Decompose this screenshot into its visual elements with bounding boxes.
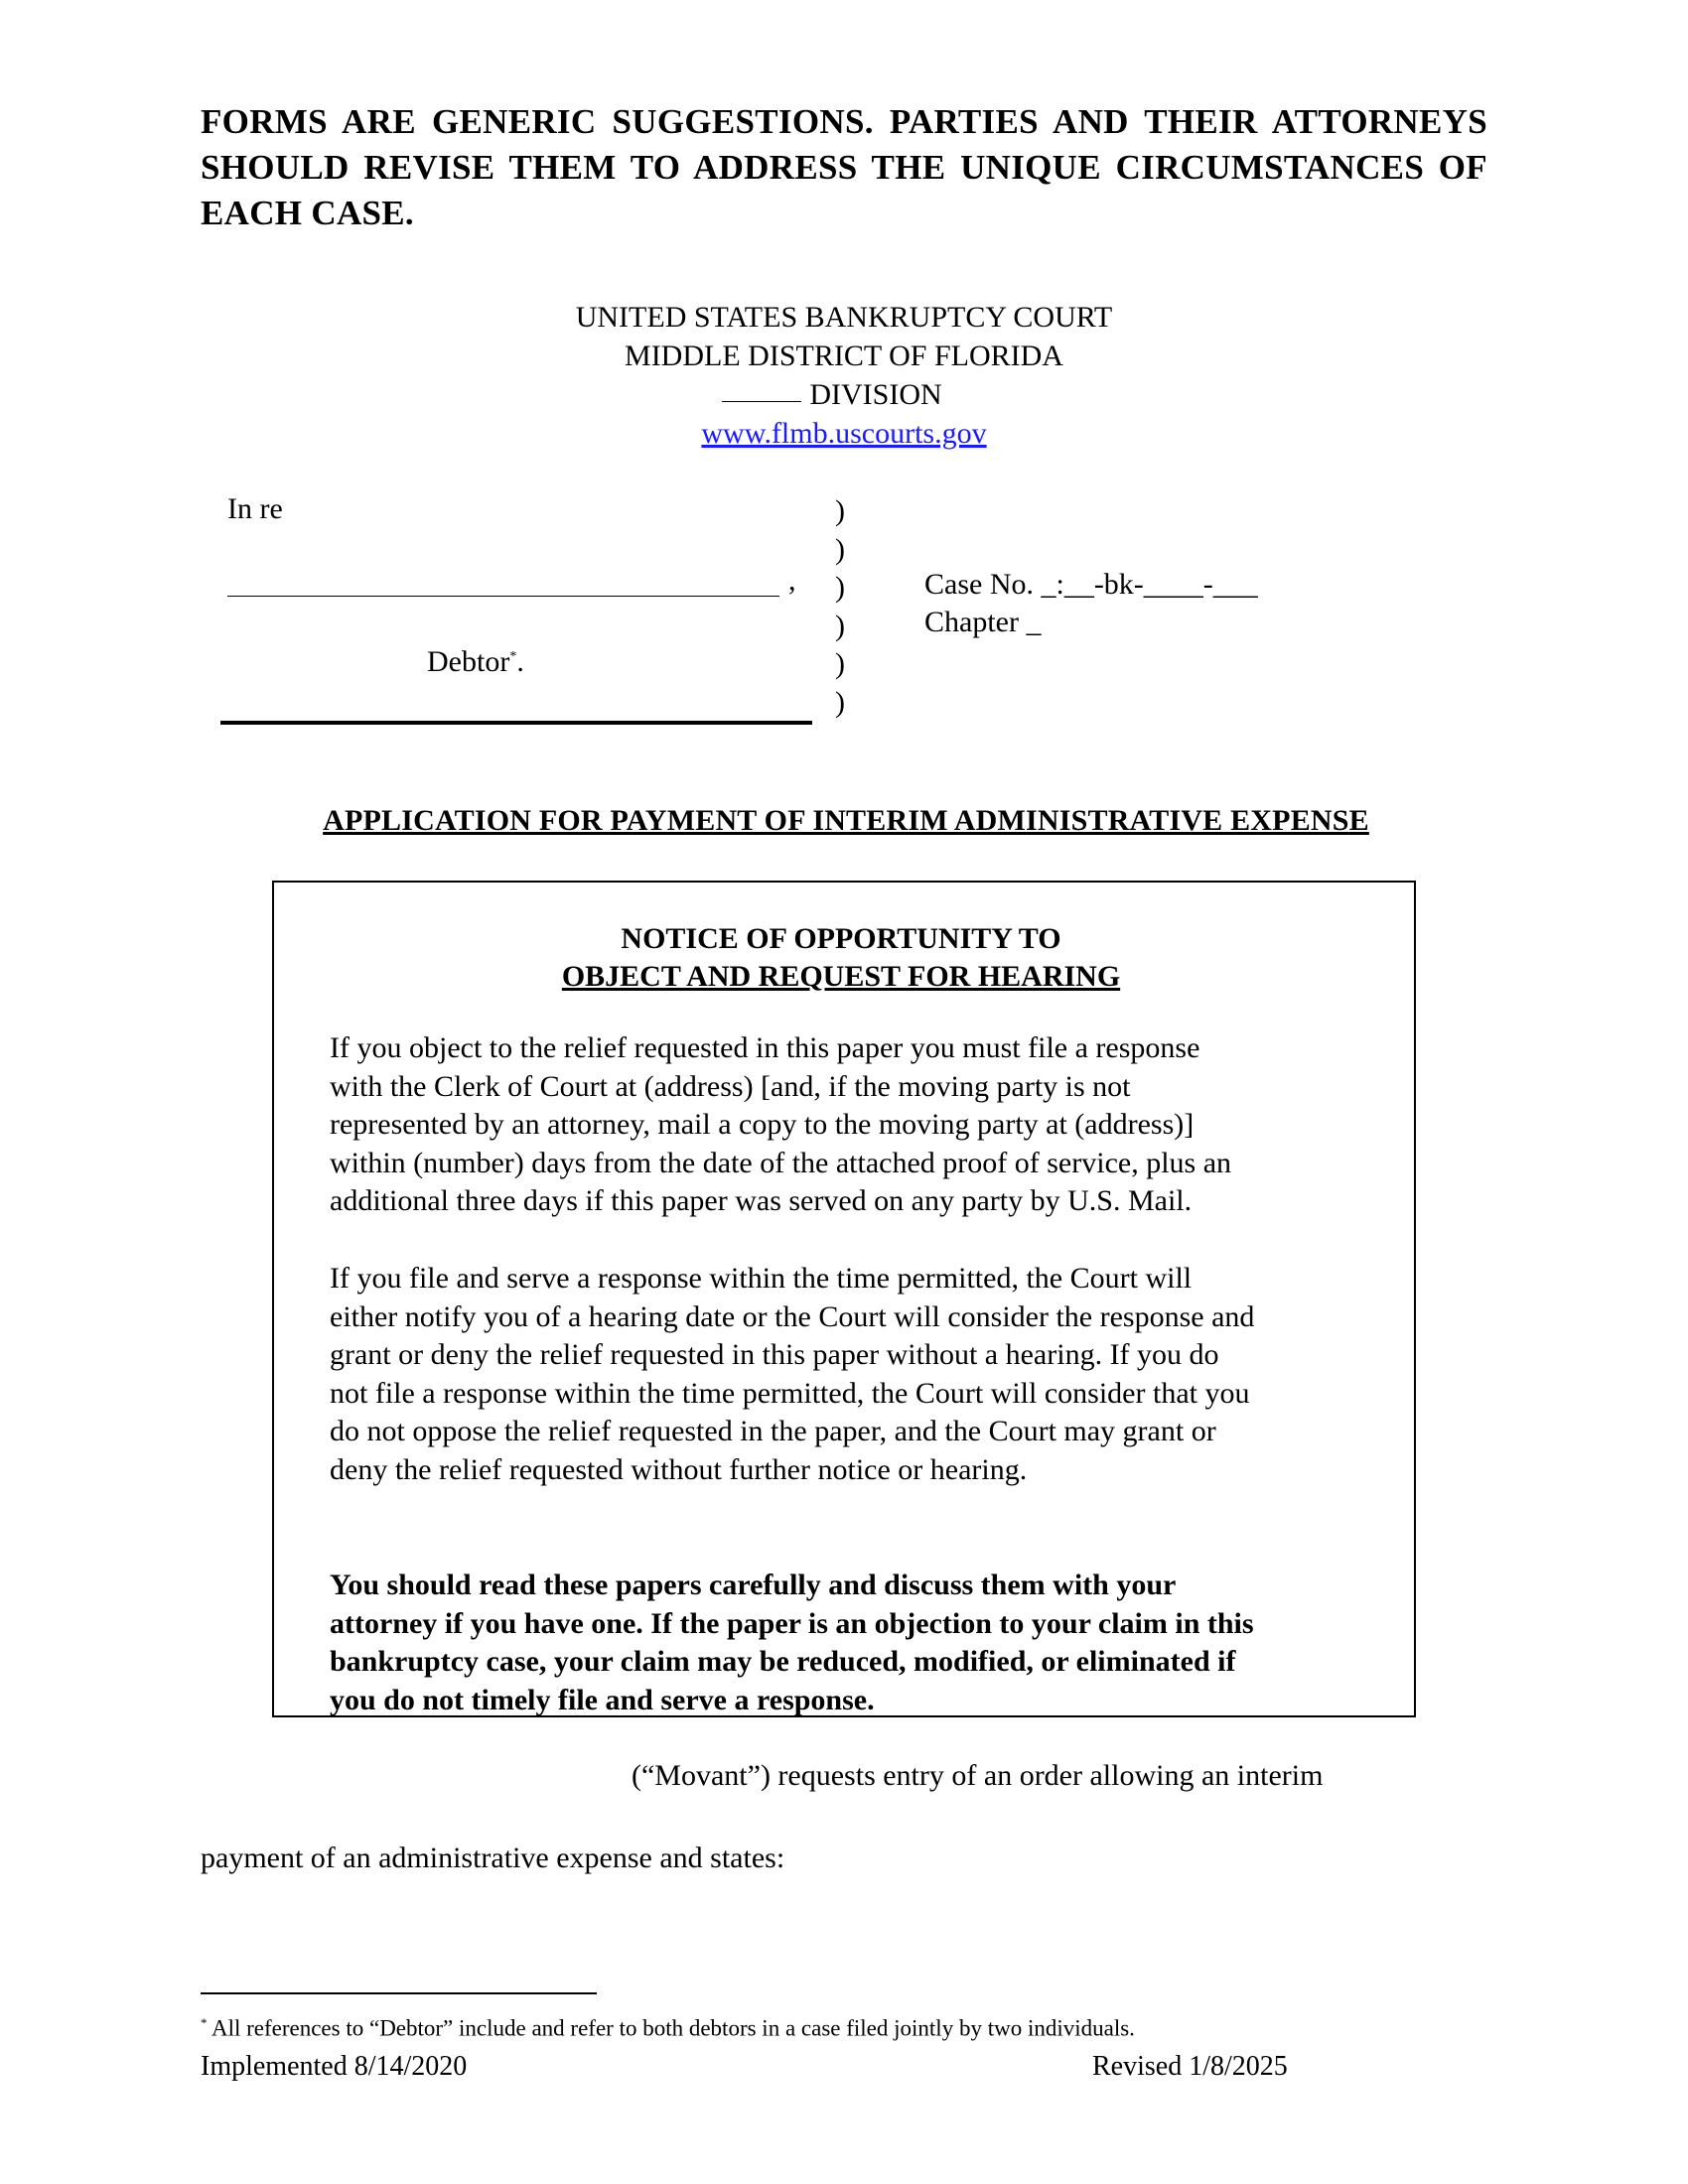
division-blank [722, 379, 801, 402]
debtor-name-comma: , [788, 564, 796, 597]
body-line-2: payment of an administrative expense and states: [201, 1842, 785, 1874]
court-division-line [0, 375, 1676, 414]
debtor-name-blank [227, 596, 779, 597]
notice-paragraph-2: If you file and serve a response within the time permitted, the Court will either notify you of a hearing date or the Court will consider the response and grant or deny the relief requested in this paper without a hearing. If you do not file a response within the time permitted, the Court will consider that you do not oppose the relief requested in the paper, and the Court may grant or deny the relief requested without further notice or hearing. [330, 1262, 1255, 1486]
revised-date: Revised 1/8/2025 [1092, 2051, 1288, 2082]
caption-parentheses: ) ) ) ) ) ) [835, 494, 845, 719]
implemented-date: Implemented 8/14/2020 [201, 2051, 468, 2082]
court-division: DIVISION [809, 378, 942, 411]
court-website-link[interactable]: www.flmb.uscourts.gov [701, 417, 987, 450]
notice-title-line2: OBJECT AND REQUEST FOR HEARING [561, 960, 1121, 993]
notice-paragraph-3: You should read these papers carefully and discuss them with your attorney if you have one. If the paper is an objection to your claim in this bankruptcy case, your claim may be reduced, modified, or eliminated if you do not timely file and serve a response. [330, 1569, 1254, 1716]
notice-title [274, 920, 1414, 996]
in-re-label: In re [227, 492, 283, 525]
footnote: * All references to “Debtor” include and refer to both debtors in a case filed jointly by two individuals. [201, 2015, 1135, 2041]
disclaimer-heading: FORMS ARE GENERIC SUGGESTIONS. PARTIES AND THEIR ATTORNEYS SHOULD REVISE THEM TO ADDRESS THE UNIQUE CIRCUMSTANCES OF EACH CASE. [201, 102, 1487, 232]
body-line-1: (“Movant”) requests entry of an order allowing an interim [632, 1759, 1324, 1792]
court-name: UNITED STATES BANKRUPTCY COURT [575, 301, 1113, 334]
chapter: Chapter _ [924, 606, 1042, 638]
case-info [924, 566, 1258, 641]
application-title: APPLICATION FOR PAYMENT OF INTERIM ADMINISTRATIVE EXPENSE [323, 804, 1369, 837]
court-district: MIDDLE DISTRICT OF FLORIDA [625, 340, 1063, 372]
debtor-label: Debtor*. [427, 645, 524, 678]
footnote-rule [201, 1992, 597, 1994]
footnote-marker-ref: * [201, 2015, 208, 2030]
case-number: Case No. _:__-bk-____-___ [924, 568, 1258, 601]
caption-rule [220, 721, 812, 725]
footnote-marker: * [509, 649, 517, 664]
notice-title-line1: NOTICE OF OPPORTUNITY TO [621, 922, 1061, 955]
notice-paragraph-1: If you object to the relief requested in this paper you must file a response with the Clerk of Court at (address) [and, if the moving party is not represented by an attorney, mail a copy to the moving party at (address)] within (number) days from the date of the attached proof of service, plus an additional three days if this paper was served on any party by U.S. Mail. [330, 1031, 1232, 1217]
case-caption [0, 486, 1688, 735]
court-header [0, 298, 1688, 453]
notice-box [272, 881, 1416, 1717]
